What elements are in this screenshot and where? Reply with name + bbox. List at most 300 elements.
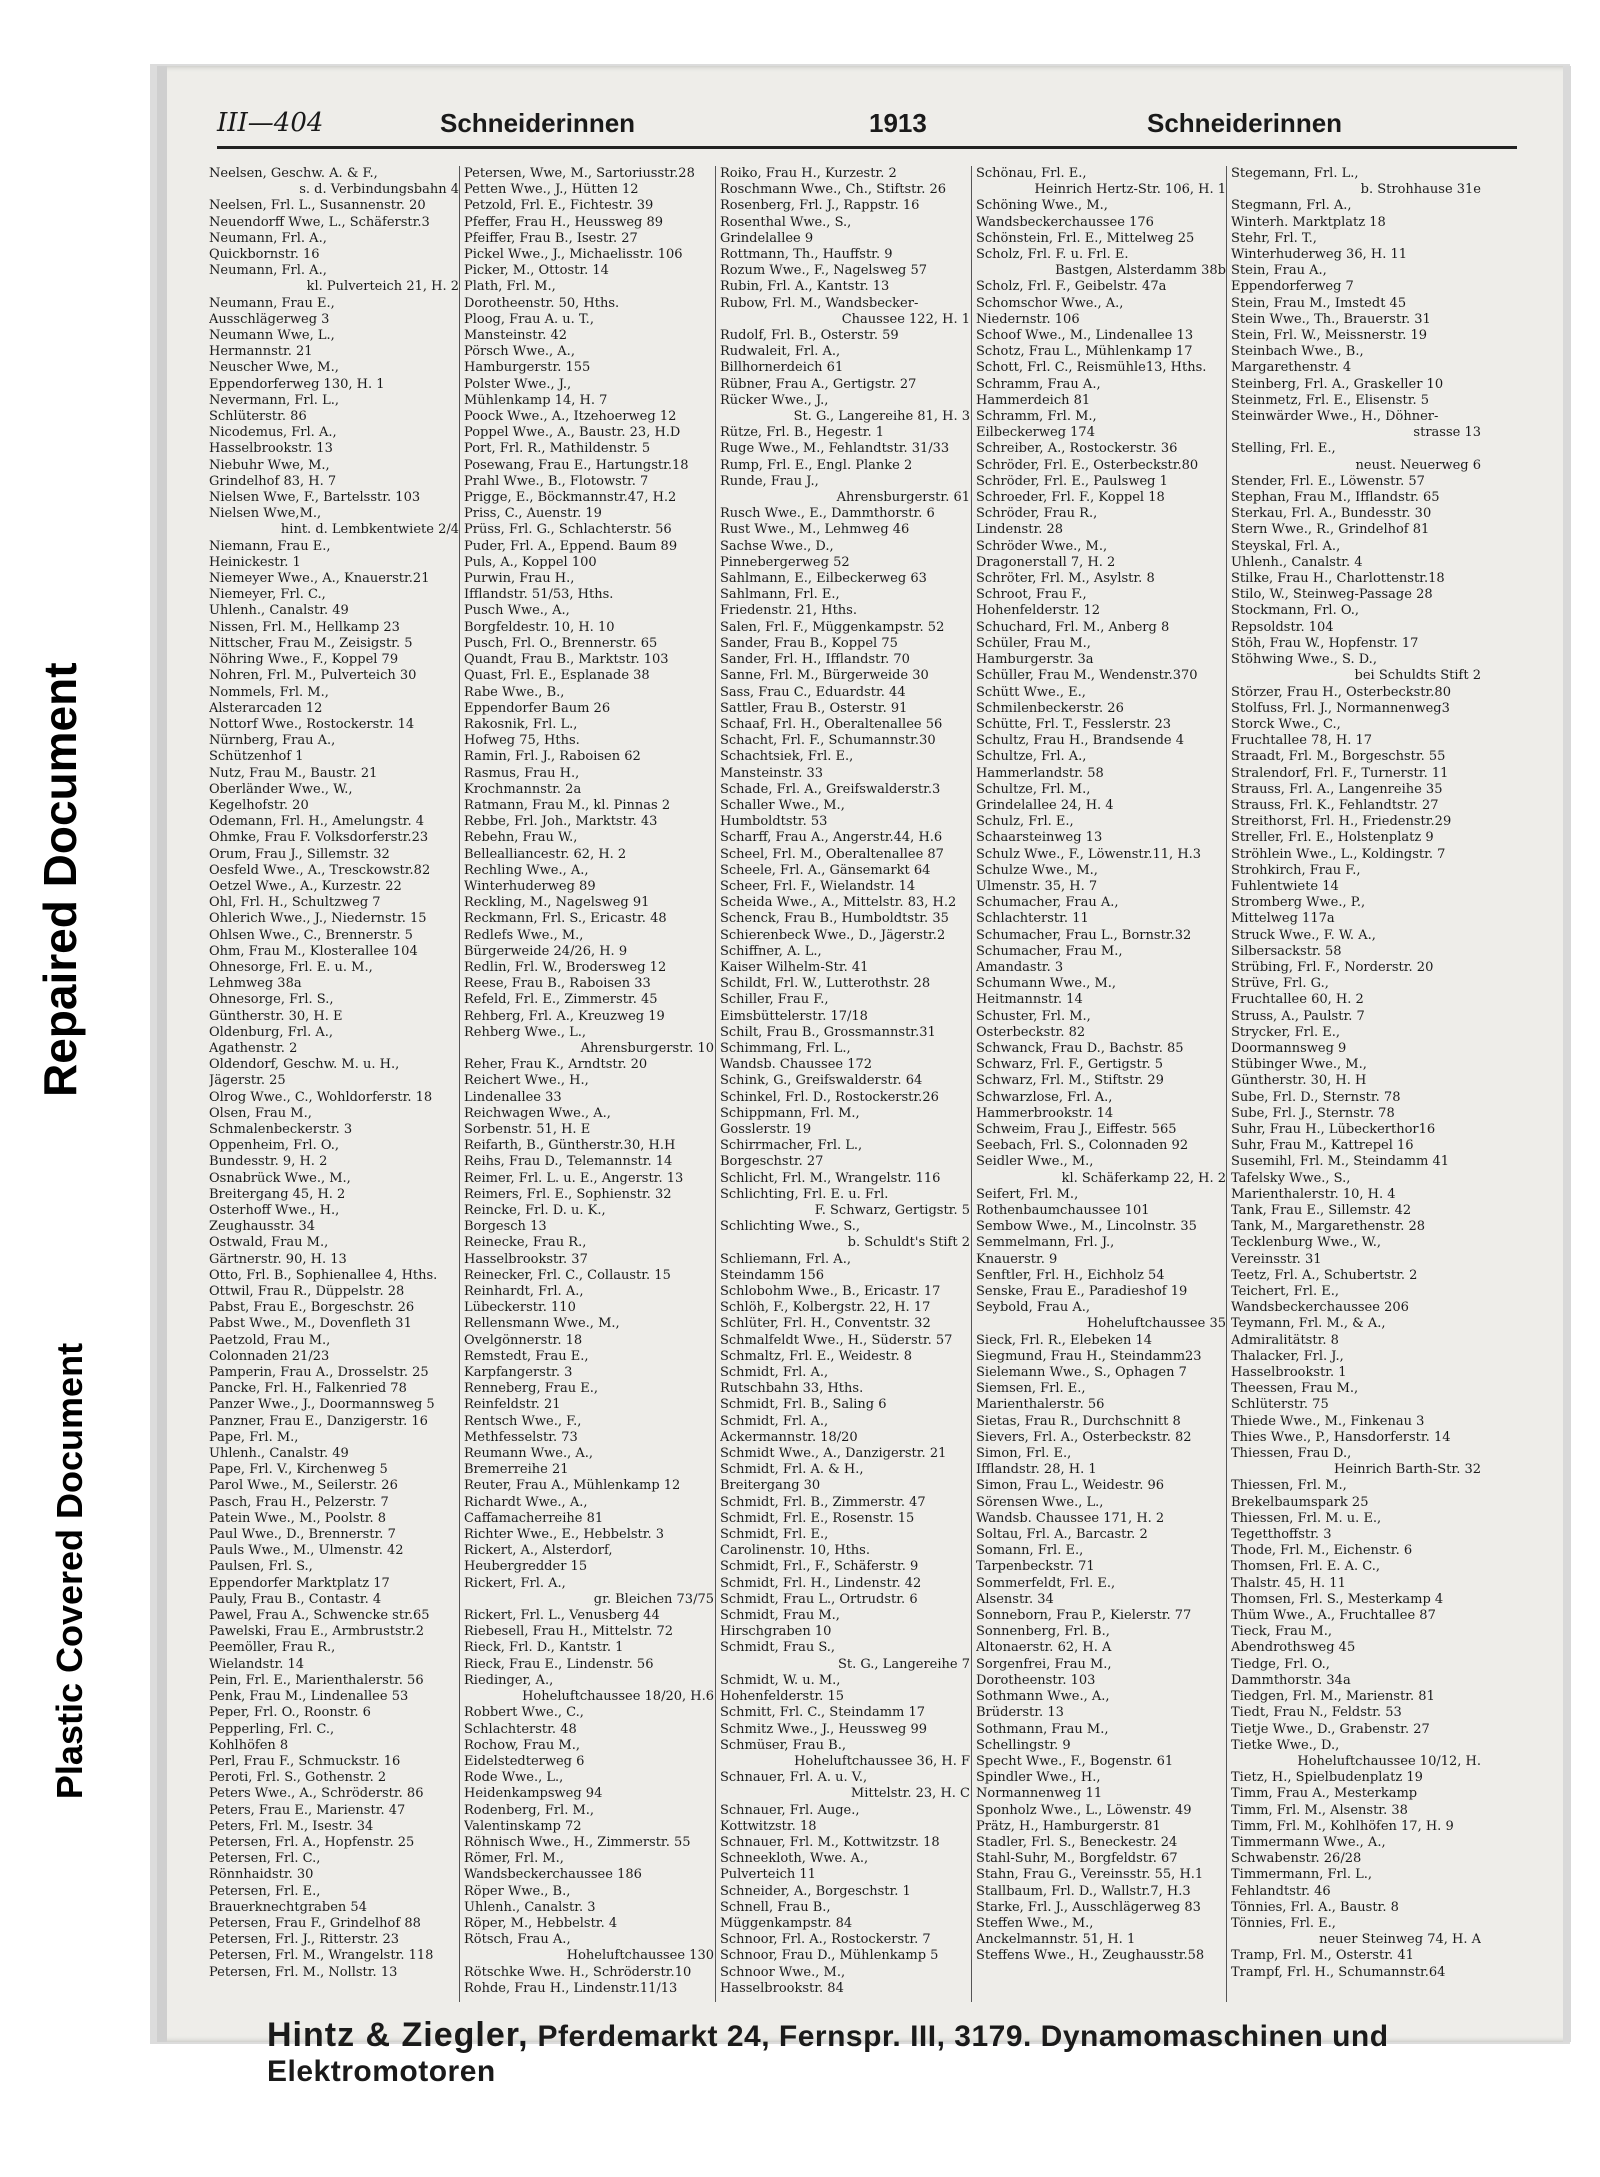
directory-entry: Schmidt, Frl. A., xyxy=(720,1365,829,1381)
directory-entry: Schröder, Frl. E., Osterbeckstr.80 xyxy=(976,457,1199,473)
directory-entry: Sattler, Frau B., Osterstr. 91 xyxy=(720,700,908,716)
directory-entry: Scholz, Frl. F., Geibelstr. 47a xyxy=(976,279,1167,295)
directory-entry: Osterhoff Wwe., H., xyxy=(209,1203,340,1218)
directory-entry: Scheer, Frl. F., Wielandstr. 14 xyxy=(720,878,916,894)
plastic-covered-document-label: Plastic Covered Document xyxy=(49,1342,90,1800)
directory-entry: Petersen, Frl. A., Hopfenstr. 25 xyxy=(209,1834,415,1850)
directory-entry: Gärtnerstr. 90, H. 13 xyxy=(209,1251,347,1267)
directory-entry: Hoheluftchaussee 35 xyxy=(1087,1316,1226,1332)
directory-entry: Thiede Wwe., M., Finkenau 3 xyxy=(1231,1413,1425,1429)
directory-entry: Schönstein, Frl. E., Mittelweg 25 xyxy=(976,230,1195,246)
directory-entry: Mansteinstr. 42 xyxy=(464,328,568,344)
directory-entry: Tiedt, Frau N., Feldstr. 53 xyxy=(1231,1705,1402,1721)
directory-entry: Petersen, Frl. J., Ritterstr. 23 xyxy=(209,1932,400,1948)
directory-entry: Uhlenh., Canalstr. 3 xyxy=(464,1899,596,1915)
directory-entry: Ahrensburgerstr. 10 xyxy=(580,1040,714,1056)
directory-entry: Hermannstr. 21 xyxy=(209,344,313,360)
directory-entry: Stahn, Frau G., Vereinsstr. 55, H.1 xyxy=(976,1867,1204,1883)
directory-entry: Röhnisch Wwe., H., Zimmerstr. 55 xyxy=(464,1834,691,1850)
directory-entry: Hohenfelderstr. 15 xyxy=(720,1689,844,1705)
directory-entry: Rubow, Frl. M., Wandsbecker- xyxy=(720,295,919,311)
directory-entry: Marienthalerstr. 10, H. 4 xyxy=(1231,1186,1396,1202)
directory-entry: Krochmannstr. 2a xyxy=(464,781,582,797)
page-header xyxy=(217,108,1517,142)
directory-entry: Semmelmann, Frl. J., xyxy=(976,1235,1115,1251)
directory-entry: Mühlenkamp 14, H. 7 xyxy=(464,392,608,408)
directory-entry: Schönau, Frl. E., xyxy=(976,166,1087,181)
directory-entry: Renneberg, Frau E., xyxy=(464,1381,598,1397)
directory-entry: Poock Wwe., A., Itzehoerweg 12 xyxy=(464,409,677,425)
directory-entry: Güntherstr. 30, H. E xyxy=(209,1008,343,1024)
directory-entry: Schellingstr. 9 xyxy=(976,1737,1071,1753)
directory-entry: Eppendorferweg 7 xyxy=(1231,279,1354,295)
directory-entry: Rönnhaidstr. 30 xyxy=(209,1867,314,1883)
directory-entry: Reichert Wwe., H., xyxy=(464,1073,589,1089)
directory-entry: Niemeyer, Frl. C., xyxy=(209,587,326,603)
section-title-left: Schneiderinnen xyxy=(440,108,636,138)
directory-entry: Altonaerstr. 62, H. A xyxy=(976,1640,1112,1656)
directory-entry: Rieck, Frl. D., Kantstr. 1 xyxy=(464,1640,624,1656)
directory-entry: Sorgenfrei, Frau M., xyxy=(976,1656,1112,1672)
directory-entry: Schimmang, Frl. L., xyxy=(720,1040,851,1056)
directory-entry: Rabe Wwe., B., xyxy=(464,684,565,700)
directory-entry: Fuhlentwiete 14 xyxy=(1231,878,1339,894)
directory-entry: Rütze, Frl. B., Hegestr. 1 xyxy=(720,425,885,441)
directory-entry: Plath, Frl. M., xyxy=(464,279,556,295)
directory-entry: hint. d. Lembkentwiete 2/4 xyxy=(280,522,459,538)
directory-entry: Hirschgraben 10 xyxy=(720,1624,832,1640)
directory-entry: Panzer Wwe., J., Doormannsweg 5 xyxy=(209,1397,435,1413)
directory-entry: Schwabenstr. 26/28 xyxy=(1231,1851,1362,1867)
directory-entry: Eidelstedterweg 6 xyxy=(464,1753,585,1769)
directory-entry: Paetzold, Frau M., xyxy=(209,1332,331,1348)
directory-entry: Tramp, Frl. M., Osterstr. 41 xyxy=(1231,1948,1414,1964)
column-1 xyxy=(209,166,459,1981)
directory-entry: Rust Wwe., M., Lehmweg 46 xyxy=(720,522,910,538)
directory-entry: Sander, Frau B., Koppel 75 xyxy=(720,635,898,651)
directory-entry: Runde, Frau J., xyxy=(720,473,819,489)
directory-entry: Repsoldstr. 104 xyxy=(1231,619,1334,635)
directory-entry: Refeld, Frl. E., Zimmerstr. 45 xyxy=(464,992,658,1008)
directory-entry: Reinhardt, Frl. A., xyxy=(464,1284,584,1300)
directory-entry: Schulz, Frl. E., xyxy=(976,814,1074,830)
directory-entry: Schott, Frl. C., Reismühle13, Hths. xyxy=(976,360,1207,376)
directory-entry: Pulverteich 11 xyxy=(720,1867,816,1883)
directory-entry: Rebbe, Frl. Joh., Marktstr. 43 xyxy=(464,814,658,830)
directory-entry: Brüderstr. 13 xyxy=(976,1705,1064,1721)
directory-entry: Thomsen, Frl. S., Mesterkamp 4 xyxy=(1231,1591,1444,1607)
directory-entry: Borgfeldestr. 10, H. 10 xyxy=(464,619,615,635)
directory-entry: Stender, Frl. E., Löwenstr. 57 xyxy=(1231,473,1425,489)
directory-entry: Thalacker, Frl. J., xyxy=(1231,1348,1344,1364)
directory-entry: Schiller, Frau F., xyxy=(720,992,829,1008)
directory-entry: Schreiber, A., Rostockerstr. 36 xyxy=(976,441,1178,457)
directory-entry: Osterbeckstr. 82 xyxy=(976,1024,1086,1040)
directory-entry: Grindelhof 83, H. 7 xyxy=(209,473,337,489)
directory-entry: Tönnies, Frl. E., xyxy=(1231,1915,1336,1931)
directory-entry: Thomsen, Frl. E. A. C., xyxy=(1231,1559,1381,1575)
directory-entry: Grindelallee 24, H. 4 xyxy=(976,797,1114,813)
directory-entry: Admiralitätstr. 8 xyxy=(1231,1332,1339,1348)
directory-entry: Schmidt, Frl., F., Schäferstr. 9 xyxy=(720,1559,919,1575)
directory-entry: Sievers, Frl. A., Osterbeckstr. 82 xyxy=(976,1429,1192,1445)
directory-entry: Neelsen, Frl. L., Susannenstr. 20 xyxy=(209,198,426,214)
directory-entry: Seifert, Frl. M., xyxy=(976,1186,1079,1202)
directory-entry: Richter Wwe., E., Hebbelstr. 3 xyxy=(464,1527,665,1543)
directory-entry: Hoheluftchaussee 10/12, H. xyxy=(1297,1753,1481,1769)
directory-entry: Stein, Frl. W., Meissnerstr. 19 xyxy=(1231,328,1428,344)
directory-entry: Niemeyer Wwe., A., Knauerstr.21 xyxy=(209,571,430,587)
directory-entry: Schuchard, Frl. M., Anberg 8 xyxy=(976,619,1170,635)
directory-entry: Rentsch Wwe., F., xyxy=(464,1413,582,1429)
column-4 xyxy=(976,166,1226,1965)
directory-entry: Heitmannstr. 14 xyxy=(976,992,1083,1008)
directory-entry: Remstedt, Frau E., xyxy=(464,1348,589,1364)
directory-entry: Wandsb. Chaussee 172 xyxy=(720,1057,873,1073)
directory-entry: Schlicht, Frl. M., Wrangelstr. 116 xyxy=(720,1170,941,1186)
directory-entry: Ackermannstr. 18/20 xyxy=(720,1429,858,1445)
directory-entry: Schütte, Frl. T., Fesslerstr. 23 xyxy=(976,716,1172,732)
directory-entry: Steinwärder Wwe., H., Döhner- xyxy=(1231,409,1439,425)
directory-entry: Sothmann Wwe., A., xyxy=(976,1689,1110,1705)
directory-entry: Stockmann, Frl. O., xyxy=(1231,603,1360,619)
directory-entry: Simon, Frl. E., xyxy=(976,1446,1072,1462)
directory-entry: Schilt, Frau B., Grossmannstr.31 xyxy=(720,1024,936,1040)
directory-entry: Ploog, Frau A. u. T., xyxy=(464,311,594,327)
directory-entry: Tafelsky Wwe., S., xyxy=(1231,1170,1351,1186)
directory-entry: Nevermann, Frl. L., xyxy=(209,392,339,408)
directory-entry: Poppel Wwe., A., Baustr. 23, H.D xyxy=(464,425,681,441)
directory-entry: Odemann, Frl. H., Amelungstr. 4 xyxy=(209,814,425,830)
directory-entry: Caffamacherreihe 81 xyxy=(464,1510,604,1526)
directory-entry: Schnoor, Frl. A., Rostockerstr. 7 xyxy=(720,1932,931,1948)
directory-entry: Nicodemus, Frl. A., xyxy=(209,425,337,441)
directory-entry: Alsenstr. 34 xyxy=(976,1591,1054,1607)
directory-entry: Pusch, Frl. O., Brennerstr. 65 xyxy=(464,635,658,651)
directory-entry: Specht Wwe., F., Bogenstr. 61 xyxy=(976,1753,1174,1769)
directory-entry: Schumacher, Frau A., xyxy=(976,895,1119,911)
directory-entry: Hofweg 75, Hths. xyxy=(464,733,580,749)
directory-entry: Schaller Wwe., M., xyxy=(720,797,845,813)
directory-entry: Pfeiffer, Frau B., Isestr. 27 xyxy=(464,230,638,246)
directory-entry: Schultze, Frl. M., xyxy=(976,781,1091,797)
directory-entry: Thalstr. 45, H. 11 xyxy=(1231,1575,1346,1591)
directory-entry: Sielemann Wwe., S., Ophagen 7 xyxy=(976,1365,1187,1381)
year: 1913 xyxy=(869,108,927,138)
directory-entry: Rohde, Frau H., Lindenstr.11/13 xyxy=(464,1980,678,1996)
directory-entry: Heinrich Hertz-Str. 106, H. 1 xyxy=(1034,182,1226,198)
directory-entry: Rellensmann Wwe., M., xyxy=(464,1316,620,1332)
directory-entry: Timm, Frau A., Mesterkamp xyxy=(1231,1786,1418,1802)
directory-entry: Margarethenstr. 4 xyxy=(1231,360,1352,376)
directory-entry: Ostwald, Frau M., xyxy=(209,1235,329,1251)
directory-entry: Stadler, Frl. S., Beneckestr. 24 xyxy=(976,1834,1178,1850)
directory-entry: Schnell, Frau B., xyxy=(720,1899,831,1915)
directory-entry: Pörsch Wwe., A., xyxy=(464,344,575,360)
directory-entry: Schlöh, F., Kolbergstr. 22, H. 17 xyxy=(720,1300,931,1316)
directory-entry: Stehr, Frl. T., xyxy=(1231,230,1317,246)
directory-entry: Sanne, Frl. M., Bürgerweide 30 xyxy=(720,668,929,684)
directory-entry: Schröter, Frl. M., Asylstr. 8 xyxy=(976,571,1155,587)
directory-entry: Colonnaden 21/23 xyxy=(209,1348,330,1364)
directory-entry: Dorotheenstr. 103 xyxy=(976,1672,1096,1688)
directory-entry: Müggenkampstr. 84 xyxy=(720,1915,853,1931)
directory-entry: Hamburgerstr. 155 xyxy=(464,360,591,376)
directory-entry: Rosenthal Wwe., S., xyxy=(720,214,852,230)
directory-entry: Prüss, Frl. G., Schlachterstr. 56 xyxy=(464,522,672,538)
directory-entry: Schmidt, Frau M., xyxy=(720,1608,840,1624)
directory-entry: Pamperin, Frau A., Drosselstr. 25 xyxy=(209,1365,429,1381)
directory-entry: Zeughausstr. 34 xyxy=(209,1219,316,1235)
footer-advertisement xyxy=(267,2016,1467,2088)
directory-entry: Quast, Frl. E., Esplanade 38 xyxy=(464,668,650,684)
directory-entry: kl. Pulverteich 21, H. 2 xyxy=(306,279,459,295)
directory-entry: Siegmund, Frau H., Steindamm23 xyxy=(976,1348,1202,1364)
directory-entry: Hasselbrookstr. 1 xyxy=(1231,1365,1347,1381)
directory-entry: Petersen, Frl. M., Nollstr. 13 xyxy=(209,1964,398,1980)
directory-entry: Schmidt, Frl. B., Zimmerstr. 47 xyxy=(720,1494,926,1510)
directory-entry: Ramin, Frl. J., Raboisen 62 xyxy=(464,749,641,765)
directory-entry: Ohm, Frau M., Klosterallee 104 xyxy=(209,943,418,959)
directory-entry: Schlüterstr. 75 xyxy=(1231,1397,1329,1413)
directory-entry: Susemihl, Frl. M., Steindamm 41 xyxy=(1231,1154,1450,1170)
directory-entry: Penk, Frau M., Lindenallee 53 xyxy=(209,1689,409,1705)
directory-entry: Otto, Frl. B., Sophienallee 4, Hths. xyxy=(209,1267,438,1283)
directory-entry: Schüler, Frau M., xyxy=(976,635,1091,651)
directory-entry: Sterkau, Frl. A., Bundesstr. 30 xyxy=(1231,506,1432,522)
directory-entry: Schmidt, Frau L., Ortrudstr. 6 xyxy=(720,1591,918,1607)
directory-entry: Thies Wwe., P., Hansdorferstr. 14 xyxy=(1231,1429,1451,1445)
directory-entry: Patein Wwe., M., Poolstr. 8 xyxy=(209,1510,387,1526)
directory-entry: Brauerknechtgraben 54 xyxy=(209,1899,367,1915)
directory-entry: gr. Bleichen 73/75 xyxy=(593,1591,714,1607)
directory-entry: Schultze, Frl. A., xyxy=(976,749,1087,765)
column-divider xyxy=(971,166,972,2002)
directory-entry: Schlachterstr. 48 xyxy=(464,1721,577,1737)
directory-entry: Schmilenbeckerstr. 26 xyxy=(976,700,1124,716)
directory-entry: Schink, G., Greifswalderstr. 64 xyxy=(720,1073,923,1089)
column-5 xyxy=(1231,166,1481,1981)
directory-entry: Schmidt, Frl. A., xyxy=(720,1413,829,1429)
directory-entry: Port, Frl. R., Mathildenstr. 5 xyxy=(464,441,651,457)
directory-entry: Polster Wwe., J., xyxy=(464,376,572,392)
directory-entry: Öhmke, Frau F. Volksdorferstr.23 xyxy=(209,830,429,846)
directory-entry: Rottmann, Th., Hauffstr. 9 xyxy=(720,247,893,263)
directory-entry: Niemann, Frau E., xyxy=(209,538,331,554)
directory-entry: Nohren, Frl. M., Pulverteich 30 xyxy=(209,668,417,684)
directory-entry: Stübinger Wwe., M., xyxy=(1231,1057,1367,1073)
directory-entry: Nielsen Wwe,M., xyxy=(209,506,322,522)
directory-entry: Reincke, Frl. D. u. K., xyxy=(464,1203,606,1218)
directory-entry: Wandsbeckerchaussee 176 xyxy=(976,214,1154,230)
directory-entry: Pape, Frl. V., Kirchenweg 5 xyxy=(209,1462,388,1478)
directory-page xyxy=(157,66,1571,2088)
column-2 xyxy=(464,166,714,1997)
directory-entry: Schnauer, Frl. M., Kottwitzstr. 18 xyxy=(720,1834,940,1850)
directory-entry: Ohl, Frl. H., Schultzweg 7 xyxy=(209,895,381,911)
directory-entry: Prahl Wwe., B., Flotowstr. 7 xyxy=(464,473,649,489)
directory-entry: Schlüter, Frl. H., Conventstr. 32 xyxy=(720,1316,931,1332)
directory-entry: Steinbach Wwe., B., xyxy=(1231,344,1364,360)
directory-entry: Ströhlein Wwe., L., Koldingstr. 7 xyxy=(1231,846,1446,862)
directory-entry: Chaussee 122, H. 1 xyxy=(841,311,970,327)
directory-entry: Sonnenberg, Frl. B., xyxy=(976,1624,1110,1640)
directory-entry: Rötschke Wwe. H., Schröderstr.10 xyxy=(464,1964,692,1980)
directory-entry: Hasselbrookstr. 13 xyxy=(209,441,333,457)
directory-entry: Anckelmannstr. 51, H. 1 xyxy=(976,1932,1136,1948)
directory-entry: Straadt, Frl. M., Borgeschstr. 55 xyxy=(1231,749,1446,765)
directory-entry: Rudwaleit, Frl. A., xyxy=(720,344,841,360)
directory-entry: Oberländer Wwe., W., xyxy=(209,781,353,797)
directory-entry: Vereinsstr. 31 xyxy=(1231,1251,1322,1267)
directory-entry: Schaarsteinweg 13 xyxy=(976,830,1103,846)
directory-entry: Neumann Wwe, L., xyxy=(209,328,335,344)
directory-entry: Örum, Frau J., Sillemstr. 32 xyxy=(209,846,390,862)
directory-entry: Sembow Wwe., M., Lincolnstr. 35 xyxy=(976,1219,1197,1235)
directory-entry: Stegemann, Frl. L., xyxy=(1231,166,1359,181)
directory-entry: Ottwil, Frau R., Düppelstr. 28 xyxy=(209,1284,405,1300)
directory-entry: Parol Wwe., M., Seilerstr. 26 xyxy=(209,1478,398,1494)
directory-entry: Schachtsiek, Frl. E., xyxy=(720,749,854,765)
directory-entry: Schinkel, Frl. D., Rostockerstr.26 xyxy=(720,1089,939,1105)
footer-brand: Hintz & Ziegler, xyxy=(267,2016,529,2054)
directory-entry: Schöning Wwe., M., xyxy=(976,198,1108,214)
directory-entry: Kohlhöfen 8 xyxy=(209,1737,289,1753)
directory-entry: Heubergredder 15 xyxy=(464,1559,588,1575)
directory-entry: Petersen, Frl. E., xyxy=(209,1883,321,1899)
directory-entry: Reichwagen Wwe., A., xyxy=(464,1105,611,1121)
directory-entry: Tietke Wwe., D., xyxy=(1231,1737,1340,1753)
directory-entry: Riebesell, Frau H., Mittelstr. 72 xyxy=(464,1624,674,1640)
directory-entry: Timm, Frl. M., Kohlhöfen 17, H. 9 xyxy=(1231,1818,1454,1834)
directory-entry: Schütt Wwe., E., xyxy=(976,684,1086,700)
directory-entry: Scheida Wwe., A., Mittelstr. 83, H.2 xyxy=(720,895,957,911)
directory-entry: Rode Wwe., L., xyxy=(464,1770,564,1786)
directory-entry: Spindler Wwe., H., xyxy=(976,1770,1101,1786)
directory-entry: Schwarzlose, Frl. A., xyxy=(976,1089,1113,1105)
directory-entry: Neumann, Frl. A., xyxy=(209,263,327,279)
directory-entry: Schotz, Frau L., Mühlenkamp 17 xyxy=(976,344,1193,360)
directory-entry: Stöh, Frau W., Hopfenstr. 17 xyxy=(1231,635,1419,651)
directory-entry: Nommels, Frl. M., xyxy=(209,684,329,700)
directory-entry: Seybold, Frau A., xyxy=(976,1300,1090,1316)
directory-entry: Rothenbaumchaussee 101 xyxy=(976,1203,1150,1218)
directory-entry: Tank, M., Margarethenstr. 28 xyxy=(1231,1219,1426,1235)
directory-entry: Störzer, Frau H., Osterbeckstr.80 xyxy=(1231,684,1451,700)
directory-entry: Eimsbüttelerstr. 17/18 xyxy=(720,1008,868,1024)
directory-entry: Schierenbeck Wwe., D., Jägerstr.2 xyxy=(720,927,946,943)
directory-entry: Rickert, Frl. L., Venusberg 44 xyxy=(464,1608,660,1624)
page-number: III—404 xyxy=(217,108,324,138)
directory-entry: Peemöller, Frau R., xyxy=(209,1640,336,1656)
directory-entry: Sonneborn, Frau P., Kielerstr. 77 xyxy=(976,1608,1192,1624)
directory-entry: Quandt, Frau B., Marktstr. 103 xyxy=(464,652,669,668)
directory-entry: Paul Wwe., D., Brennerstr. 7 xyxy=(209,1527,396,1543)
directory-entry: Hasselbrookstr. 84 xyxy=(720,1980,844,1996)
directory-entry: Paulsen, Frl. S., xyxy=(209,1559,313,1575)
directory-entry: Posewang, Frau E., Hartungstr.18 xyxy=(464,457,689,473)
directory-entry: Sietas, Frau R., Durchschnitt 8 xyxy=(976,1413,1181,1429)
directory-entry: Bürgerweide 24/26, H. 9 xyxy=(464,943,628,959)
directory-entry: Brekelbaumspark 25 xyxy=(1231,1494,1369,1510)
directory-entry: Picker, M., Ottostr. 14 xyxy=(464,263,609,279)
directory-entry: Rusch Wwe., E., Dammthorstr. 6 xyxy=(720,506,935,522)
directory-entry: Schlichting, Frl. E. u. Frl. xyxy=(720,1186,889,1202)
directory-entry: Strohkirch, Frau F., xyxy=(1231,862,1361,878)
directory-entry: Schoof Wwe., M., Lindenallee 13 xyxy=(976,328,1194,344)
directory-entry: Niedernstr. 106 xyxy=(976,311,1080,327)
directory-entry: Rakosnik, Frl. L., xyxy=(464,716,578,732)
directory-entry: Senftler, Frl. H., Eichholz 54 xyxy=(976,1267,1165,1283)
directory-entry: Theessen, Frau M., xyxy=(1231,1381,1359,1397)
directory-entry: Schmidt, Frl. E., xyxy=(720,1527,829,1543)
directory-entry: Petersen, Frl. M., Wrangelstr. 118 xyxy=(209,1948,434,1964)
directory-entry: Hoheluftchaussee 18/20, H.6 xyxy=(522,1689,714,1705)
directory-entry: Thiessen, Frl. M., xyxy=(1231,1478,1347,1494)
directory-entry: Billhornerdeich 61 xyxy=(720,360,844,376)
directory-entry: Petzold, Frl. E., Fichtestr. 39 xyxy=(464,198,654,214)
directory-entry: Normannenweg 11 xyxy=(976,1786,1103,1802)
directory-entry: Suhr, Frau H., Lübeckerthor16 xyxy=(1231,1121,1436,1137)
directory-entry: Pusch Wwe., A., xyxy=(464,603,570,619)
directory-entry: Reimer, Frl. L. u. E., Angerstr. 13 xyxy=(464,1170,684,1186)
directory-entry: Schumann Wwe., M., xyxy=(976,976,1117,992)
directory-entry: Schmidt, Frl. H., Lindenstr. 42 xyxy=(720,1575,922,1591)
directory-entry: Osnabrück Wwe., M., xyxy=(209,1170,351,1186)
directory-entry: Pape, Frl. M., xyxy=(209,1429,299,1445)
directory-entry: Sachse Wwe., D., xyxy=(720,538,834,554)
directory-entry: Bellealliancestr. 62, H. 2 xyxy=(464,846,627,862)
directory-entry: Pancke, Frl. H., Falkenried 78 xyxy=(209,1381,407,1397)
directory-entry: s. d. Verbindungsbahn 4 xyxy=(299,182,459,198)
column-divider xyxy=(715,166,716,2002)
directory-entry: Schenck, Frau B., Humboldtstr. 35 xyxy=(720,911,949,927)
directory-entry: Fruchtallee 60, H. 2 xyxy=(1231,992,1364,1008)
directory-entry: Schulz Wwe., F., Löwenstr.11, H.3 xyxy=(976,846,1202,862)
directory-entry: Siemsen, Frl. E., xyxy=(976,1381,1086,1397)
directory-entry: Scholz, Frl. F. u. Frl. E. xyxy=(976,247,1129,263)
directory-entry: Grindelallee 9 xyxy=(720,230,814,246)
directory-entry: Stilo, W., Steinweg-Passage 28 xyxy=(1231,587,1433,603)
directory-entry: Reumann Wwe., A., xyxy=(464,1446,594,1462)
directory-entry: Peters, Frl. M., Isestr. 34 xyxy=(209,1818,374,1834)
directory-entry: Eppendorfer Marktplatz 17 xyxy=(209,1575,390,1591)
directory-entry: Trampf, Frl. H., Schumannstr.64 xyxy=(1231,1964,1446,1980)
directory-entry: Fruchtallee 78, H. 17 xyxy=(1231,733,1373,749)
directory-entry: Winterhuderweg 89 xyxy=(464,878,596,894)
directory-entry: Reinecke, Frau R., xyxy=(464,1235,587,1251)
column-divider xyxy=(1226,166,1227,2002)
directory-entry: Rudolf, Frl. B., Osterstr. 59 xyxy=(720,328,899,344)
directory-entry: Schnauer, Frl. Auge., xyxy=(720,1802,860,1818)
directory-entry: Schnoor, Frau D., Mühlenkamp 5 xyxy=(720,1948,939,1964)
directory-entry: Struss, A., Paulstr. 7 xyxy=(1231,1008,1365,1024)
directory-entry: Bundesstr. 9, H. 2 xyxy=(209,1154,328,1170)
directory-entry: Schmalfeldt Wwe., H., Süderstr. 57 xyxy=(720,1332,953,1348)
directory-entry: b. Schuldt's Stift 2 xyxy=(847,1235,970,1251)
directory-entry: Schacht, Frl. F., Schumannstr.30 xyxy=(720,733,936,749)
directory-entry: Reimers, Frl. E., Sophienstr. 32 xyxy=(464,1186,672,1202)
directory-entry: Tiedge, Frl. O., xyxy=(1231,1656,1330,1672)
directory-entry: Neumann, Frl. A., xyxy=(209,230,327,246)
directory-entry: Schmitt, Frl. C., Steindamm 17 xyxy=(720,1705,926,1721)
directory-entry: Rozum Wwe., F., Nagelsweg 57 xyxy=(720,263,928,279)
directory-entry: Winterhuderweg 36, H. 11 xyxy=(1231,247,1407,263)
directory-entry: Lindenallee 33 xyxy=(464,1089,562,1105)
directory-entry: Schmitz Wwe., J., Heussweg 99 xyxy=(720,1721,927,1737)
directory-entry: F. Schwarz, Gertigstr. 5 xyxy=(814,1203,970,1218)
section-title-right: Schneiderinnen xyxy=(1147,108,1343,138)
